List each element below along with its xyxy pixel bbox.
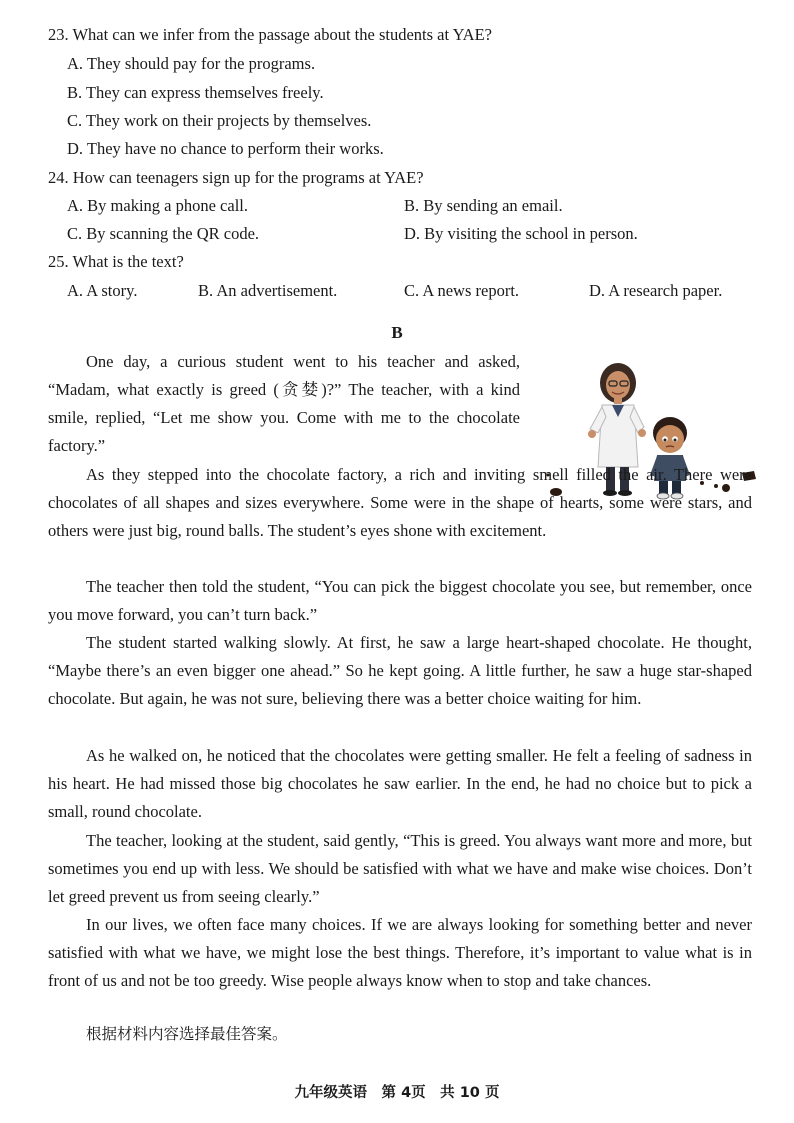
passage-paragraph-7 bbox=[48, 911, 752, 995]
question-25-stem: 25. What is the text? bbox=[48, 252, 184, 271]
question-24-stem: 24. How can teenagers sign up for the programs at YAE? bbox=[48, 168, 424, 187]
passage-paragraph-4 bbox=[48, 629, 752, 713]
passage-paragraph-7-text: In our lives, we often face many choices. If we are always looking for something better and never satisfied with what we have, we might lose the best things. Therefore, it’s important to value what is in front of us and not be too greedy. Wise people always know when to stop and take chances. bbox=[48, 915, 752, 991]
question-25-option-d: D. A research paper. bbox=[589, 281, 723, 300]
question-23-option-d: D. They have no chance to perform their works. bbox=[67, 139, 384, 158]
answer-instruction: 根据材料内容选择最佳答案。 bbox=[86, 1025, 288, 1043]
question-25-option-b: B. An advertisement. bbox=[198, 281, 338, 300]
question-23-option-b: B. They can express themselves freely. bbox=[67, 83, 324, 102]
passage-paragraph-2 bbox=[48, 461, 752, 545]
passage-paragraph-5-text: As he walked on, he noticed that the chocolates were getting smaller. He felt a feeling of sadness in his heart. He had missed those big chocolates he saw earlier. In the end, he had no choice but to pick a small, round chocolate. bbox=[48, 746, 752, 822]
passage-paragraph-6 bbox=[48, 827, 752, 911]
question-24-option-b: B. By sending an email. bbox=[404, 196, 563, 215]
question-24-option-c: C. By scanning the QR code. bbox=[67, 224, 260, 243]
question-24-option-a: A. By making a phone call. bbox=[67, 196, 249, 215]
passage-paragraph-3-text: The teacher then told the student, “You can pick the biggest chocolate you see, but remember, once you move forward, you can’t turn back.” bbox=[48, 577, 752, 625]
passage-paragraph-4-text: The student started walking slowly. At first, he saw a large heart-shaped chocolate. He thought, “Maybe there’s an even bigger one ahead.” So he kept going. A little further, he saw a huge star-shaped chocolate. But again, he was not sure, believing there was a better choice waiting for him. bbox=[48, 633, 752, 709]
question-23-option-c: C. They work on their projects by themselves. bbox=[67, 111, 372, 130]
question-25-option-a: A. A story. bbox=[67, 281, 138, 300]
passage-paragraph-5 bbox=[48, 742, 752, 826]
question-25-option-c: C. A news report. bbox=[404, 281, 520, 300]
section-b-heading: B bbox=[391, 323, 403, 342]
question-23-option-a: A. They should pay for the programs. bbox=[67, 54, 316, 73]
passage-paragraph-1 bbox=[48, 348, 520, 460]
passage-paragraph-1-text: One day, a curious student went to his teacher and asked, “Madam, what exactly is greed (贪婪)?” The teacher, with a kind smile, replied, “Let me show you. Come with me to the chocolate factory.” bbox=[48, 352, 520, 456]
passage-paragraph-2-text: As they stepped into the chocolate factory, a rich and inviting smell filled the air. There were chocolates of all shapes and sizes everywhere. Some were in the shape of hearts, some were stars, and others were just big, round balls. The student’s eyes shone with excitement. bbox=[48, 465, 752, 541]
passage-paragraph-6-text: The teacher, looking at the student, said gently, “This is greed. You always want more and more, but sometimes you end up with less. We should be satisfied with what we have and make wise choices. Don’t let greed prevent us from seeing clearly.” bbox=[48, 831, 752, 907]
passage-paragraph-3 bbox=[48, 573, 752, 629]
question-23-stem: 23. What can we infer from the passage about the students at YAE? bbox=[48, 25, 492, 44]
page-footer: 九年级英语 第 4页 共 10 页 bbox=[294, 1085, 500, 1101]
question-24-option-d: D. By visiting the school in person. bbox=[404, 224, 638, 243]
